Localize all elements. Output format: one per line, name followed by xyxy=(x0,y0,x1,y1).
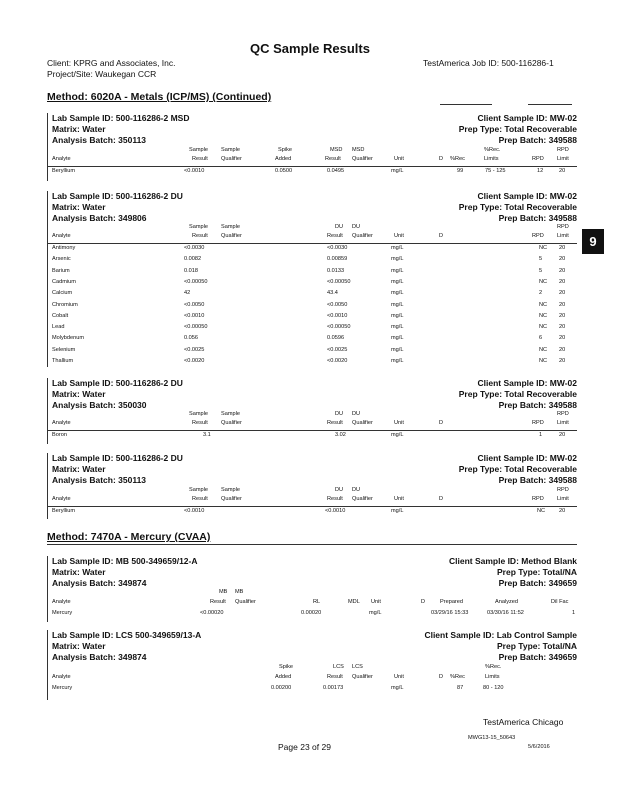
table-cell: Sample xyxy=(221,411,240,417)
table-cell: Sample xyxy=(189,411,208,417)
table-cell: Result xyxy=(192,156,208,162)
table-cell: <0.0010 xyxy=(184,508,205,514)
table-cell: RPD xyxy=(557,147,569,153)
table-cell: mg/L xyxy=(391,245,404,251)
client-sample-id: Client Sample ID: MW-02 xyxy=(477,453,577,463)
table-cell: 20 xyxy=(559,267,566,274)
table-row xyxy=(47,302,577,313)
table-cell: Result xyxy=(327,496,343,502)
table-cell: 0.00200 xyxy=(271,685,292,691)
table-cell: 20 xyxy=(559,432,566,438)
table-cell: Limits xyxy=(485,674,500,680)
table-cell: MSD xyxy=(330,147,343,153)
table-cell: 42 xyxy=(184,290,191,297)
table-cell: 80 - 120 xyxy=(483,685,504,691)
table-cell: Thallium xyxy=(52,358,74,364)
qc-section-msd xyxy=(47,113,577,181)
table-cell: Dil Fac xyxy=(551,599,569,605)
lab-sample-id: Lab Sample ID: 500-116286-2 DU xyxy=(52,453,183,463)
table-cell: 20 xyxy=(559,290,566,297)
table-cell: Result xyxy=(327,674,343,680)
table-cell: 0.0500 xyxy=(275,168,293,174)
table-cell: Analyte xyxy=(52,420,71,426)
table-cell: DU xyxy=(335,487,344,493)
table-cell: Cobalt xyxy=(52,312,69,319)
prep-type: Prep Type: Total Recoverable xyxy=(458,124,577,134)
method-heading-metals: Method: 6020A - Metals (ICP/MS) (Continued) xyxy=(47,91,272,103)
client-sample-id: Client Sample ID: Lab Control Sample xyxy=(424,630,577,640)
table-cell: <0.0020 xyxy=(327,358,348,364)
table-cell: LCS xyxy=(333,664,344,670)
table-cell: <0.0010 xyxy=(184,312,205,319)
table-cell: 20 xyxy=(559,301,566,308)
table-cell: Sample xyxy=(221,224,240,230)
table-cell: DU xyxy=(352,224,361,230)
prep-type: Prep Type: Total Recoverable xyxy=(458,464,577,474)
table-cell: D xyxy=(421,599,426,605)
table-cell: Selenium xyxy=(52,346,76,353)
table-row xyxy=(47,279,577,290)
table-cell: Qualifier xyxy=(235,599,256,605)
table-cell: mg/L xyxy=(391,324,404,331)
table-cell: mg/L xyxy=(391,267,404,274)
table-cell: RL xyxy=(313,599,321,605)
table-cell: Sample xyxy=(221,147,240,153)
matrix: Matrix: Water xyxy=(52,124,106,134)
table-cell: <0.00050 xyxy=(327,324,351,331)
column-header-row xyxy=(47,496,577,507)
table-cell: Qualifier xyxy=(352,156,373,162)
table-cell: %Rec. xyxy=(484,147,501,153)
table-row xyxy=(47,256,577,267)
table-cell: Limit xyxy=(557,156,569,162)
table-cell: D xyxy=(439,420,444,426)
analysis-batch: Analysis Batch: 349874 xyxy=(52,652,147,662)
table-cell: Result xyxy=(192,496,208,502)
column-header-row xyxy=(47,420,577,431)
table-cell: Barium xyxy=(52,267,70,274)
table-cell: <0.0025 xyxy=(184,346,205,353)
lab-sample-id: Lab Sample ID: LCS 500-349659/13-A xyxy=(52,630,202,640)
table-cell: 0.00173 xyxy=(323,685,344,691)
table-row xyxy=(47,358,577,369)
table-cell: Beryllium xyxy=(52,168,76,174)
table-cell: Qualifier xyxy=(352,674,373,680)
table-cell: %Rec xyxy=(450,156,465,162)
table-cell: NC xyxy=(539,301,548,308)
table-cell: %Rec. xyxy=(485,664,502,670)
table-cell: 03/30/16 11:52 xyxy=(487,610,524,616)
section-tab[interactable]: 9 xyxy=(582,229,604,254)
table-cell: Mercury xyxy=(52,685,73,691)
analysis-batch: Analysis Batch: 350113 xyxy=(52,475,147,485)
table-cell: 20 xyxy=(559,335,566,342)
prep-batch: Prep Batch: 349588 xyxy=(498,135,577,145)
table-cell: Limit xyxy=(557,233,569,239)
project-site: Project/Site: Waukegan CCR xyxy=(47,69,157,79)
table-cell: Sample xyxy=(189,147,208,153)
table-cell: RPD xyxy=(557,487,569,493)
table-cell: <0.00050 xyxy=(184,324,208,331)
table-cell: mg/L xyxy=(391,346,404,353)
table-cell: Unit xyxy=(371,599,381,605)
table-cell: 0.0596 xyxy=(327,335,345,342)
table-cell: Cadmium xyxy=(52,278,76,285)
table-cell: mg/L xyxy=(391,301,404,308)
table-cell: NC xyxy=(539,346,548,353)
table-cell: %Rec xyxy=(450,674,465,680)
table-cell: <0.0030 xyxy=(184,245,205,251)
prep-type: Prep Type: Total Recoverable xyxy=(458,389,577,399)
table-cell: MSD xyxy=(352,147,365,153)
table-cell: Result xyxy=(210,599,226,605)
client-sample-id: Client Sample ID: MW-02 xyxy=(477,378,577,388)
table-row xyxy=(47,335,577,346)
table-cell: RPD xyxy=(532,496,544,502)
table-cell: NC xyxy=(539,278,548,285)
table-cell: NC xyxy=(539,324,548,331)
table-cell: 0.00020 xyxy=(301,610,322,616)
table-cell: Sample xyxy=(221,487,240,493)
table-cell: 20 xyxy=(559,245,566,251)
table-cell: Beryllium xyxy=(52,508,76,514)
table-cell: mg/L xyxy=(391,508,404,514)
table-cell: <0.0010 xyxy=(325,508,346,514)
analysis-batch: Analysis Batch: 349874 xyxy=(52,578,147,588)
table-cell: Qualifier xyxy=(352,420,373,426)
table-cell: Result xyxy=(327,420,343,426)
table-cell: 0.00859 xyxy=(327,256,348,263)
table-cell: Limit xyxy=(557,420,569,426)
table-cell: 20 xyxy=(559,346,566,353)
table-cell: DU xyxy=(352,411,361,417)
divider xyxy=(528,104,572,105)
table-cell: mg/L xyxy=(391,335,404,342)
document-id: MWG13-15_50643 xyxy=(468,735,516,741)
table-row xyxy=(47,313,577,324)
table-cell: 99 xyxy=(457,168,464,174)
client-sample-id: Client Sample ID: MW-02 xyxy=(477,113,577,123)
table-cell: mg/L xyxy=(391,168,404,174)
table-cell: NC xyxy=(539,312,548,319)
table-cell: 0.018 xyxy=(184,267,198,274)
table-cell: Result xyxy=(192,233,208,239)
table-cell: 20 xyxy=(559,358,566,364)
table-cell: 5 xyxy=(539,267,543,274)
table-row xyxy=(47,685,577,696)
qc-section-du-beryllium xyxy=(47,453,577,521)
table-cell: RPD xyxy=(557,411,569,417)
table-row xyxy=(47,268,577,279)
table-cell: 1 xyxy=(572,610,576,616)
table-cell: 0.0495 xyxy=(327,168,345,174)
table-cell: 5 xyxy=(539,256,543,263)
table-row xyxy=(47,508,577,519)
prep-type: Prep Type: Total/NA xyxy=(497,641,577,651)
table-cell: DU xyxy=(335,224,344,230)
table-cell: MB xyxy=(219,589,228,595)
prep-batch: Prep Batch: 349659 xyxy=(498,578,577,588)
table-cell: D xyxy=(439,156,444,162)
table-cell: <0.0010 xyxy=(184,168,205,174)
table-cell: Boron xyxy=(52,432,67,438)
table-cell: 43.4 xyxy=(327,290,338,297)
table-row xyxy=(47,168,577,179)
table-cell: Added xyxy=(275,674,292,680)
table-cell: RPD xyxy=(557,224,569,230)
table-cell: Analyte xyxy=(52,156,71,162)
table-cell: Unit xyxy=(394,420,404,426)
table-cell: 3.02 xyxy=(335,432,346,438)
table-cell: Spike xyxy=(279,664,293,670)
qc-section-du xyxy=(47,191,577,371)
table-cell: <0.0020 xyxy=(184,358,205,364)
table-cell: Analyte xyxy=(52,496,71,502)
prep-batch: Prep Batch: 349588 xyxy=(498,475,577,485)
table-cell: Result xyxy=(325,156,341,162)
matrix: Matrix: Water xyxy=(52,567,106,577)
table-cell: D xyxy=(439,674,444,680)
prep-batch: Prep Batch: 349588 xyxy=(498,213,577,223)
table-cell: Unit xyxy=(394,496,404,502)
matrix: Matrix: Water xyxy=(52,389,106,399)
table-row xyxy=(47,347,577,358)
column-header-row xyxy=(47,156,577,167)
table-cell: Qualifier xyxy=(221,420,242,426)
lab-sample-id: Lab Sample ID: 500-116286-2 MSD xyxy=(52,113,190,123)
table-cell: Spike xyxy=(278,147,292,153)
table-cell: 20 xyxy=(559,168,566,174)
table-cell: 75 - 125 xyxy=(485,168,506,174)
table-cell: 0.0082 xyxy=(184,256,202,263)
table-cell: Chromium xyxy=(52,301,78,308)
table-cell: mg/L xyxy=(391,358,404,364)
table-cell: 12 xyxy=(537,168,544,174)
page-title: QC Sample Results xyxy=(250,41,370,56)
table-cell: <0.0030 xyxy=(327,245,348,251)
table-cell: 20 xyxy=(559,324,566,331)
prep-batch: Prep Batch: 349659 xyxy=(498,652,577,662)
table-cell: Qualifier xyxy=(221,156,242,162)
analysis-batch: Analysis Batch: 350030 xyxy=(52,400,147,410)
table-cell: Added xyxy=(275,156,292,162)
table-cell: Limit xyxy=(557,496,569,502)
table-cell: 3.1 xyxy=(203,432,211,438)
table-cell: Analyzed xyxy=(495,599,519,605)
table-cell: NC xyxy=(539,245,548,251)
table-cell: 20 xyxy=(559,508,566,514)
table-cell: Limits xyxy=(484,156,499,162)
table-cell: Sample xyxy=(189,487,208,493)
table-cell: NC xyxy=(539,358,548,364)
client-name: Client: KPRG and Associates, Inc. xyxy=(47,58,176,68)
qc-section-method-blank xyxy=(47,556,577,624)
table-cell: Unit xyxy=(394,156,404,162)
table-cell: RPD xyxy=(532,156,544,162)
table-cell: Lead xyxy=(52,324,65,331)
prep-type: Prep Type: Total/NA xyxy=(497,567,577,577)
table-cell: Unit xyxy=(394,674,404,680)
table-cell: <0.0050 xyxy=(327,301,348,308)
method-heading-mercury: Method: 7470A - Mercury (CVAA) xyxy=(47,531,211,543)
table-cell: Arsenic xyxy=(52,256,71,263)
table-cell: Result xyxy=(192,420,208,426)
analysis-batch: Analysis Batch: 350113 xyxy=(52,135,147,145)
qc-section-du-boron xyxy=(47,378,577,446)
table-cell: <0.00020 xyxy=(200,610,224,616)
table-cell: DU xyxy=(352,487,361,493)
column-header-row xyxy=(47,233,577,244)
table-cell: mg/L xyxy=(391,685,404,691)
prep-batch: Prep Batch: 349588 xyxy=(498,400,577,410)
matrix: Matrix: Water xyxy=(52,641,106,651)
table-cell: Result xyxy=(327,233,343,239)
table-cell: mg/L xyxy=(391,312,404,319)
table-cell: 20 xyxy=(559,312,566,319)
table-cell: 0.056 xyxy=(184,335,198,342)
table-row xyxy=(47,610,577,621)
lab-sample-id: Lab Sample ID: 500-116286-2 DU xyxy=(52,191,183,201)
table-cell: <0.0025 xyxy=(327,346,348,353)
table-cell: Qualifier xyxy=(221,496,242,502)
job-id: TestAmerica Job ID: 500-116286-1 xyxy=(423,58,554,68)
table-cell: D xyxy=(439,233,444,239)
table-cell: Qualifier xyxy=(352,233,373,239)
table-cell: 03/29/16 15:33 xyxy=(431,610,469,616)
table-row xyxy=(47,245,577,256)
table-cell: Molybdenum xyxy=(52,335,85,342)
footer-company: TestAmerica Chicago xyxy=(483,717,564,727)
analysis-batch: Analysis Batch: 349806 xyxy=(52,213,147,223)
table-cell: 0.0133 xyxy=(327,267,345,274)
table-row xyxy=(47,324,577,335)
table-cell: Antimony xyxy=(52,245,76,251)
table-cell: mg/L xyxy=(369,610,382,616)
table-cell: 1 xyxy=(539,432,543,438)
report-date: 5/6/2016 xyxy=(528,744,550,750)
table-cell: 87 xyxy=(457,685,464,691)
table-cell: Analyte xyxy=(52,599,71,605)
matrix: Matrix: Water xyxy=(52,464,106,474)
table-cell: <0.0010 xyxy=(327,312,348,319)
qc-section-lcs xyxy=(47,630,577,702)
matrix: Matrix: Water xyxy=(52,202,106,212)
table-cell: 2 xyxy=(539,290,543,297)
table-cell: <0.00050 xyxy=(184,278,208,285)
table-cell: Prepared xyxy=(440,599,464,605)
table-cell: RPD xyxy=(532,233,544,239)
table-cell: Analyte xyxy=(52,233,71,239)
table-cell: MDL xyxy=(348,599,360,605)
table-cell: MB xyxy=(235,589,244,595)
page-number: Page 23 of 29 xyxy=(278,742,331,752)
table-cell: Qualifier xyxy=(221,233,242,239)
table-cell: LCS xyxy=(352,664,363,670)
lab-sample-id: Lab Sample ID: MB 500-349659/12-A xyxy=(52,556,198,566)
table-cell: RPD xyxy=(532,420,544,426)
table-cell: Qualifier xyxy=(352,496,373,502)
table-row xyxy=(47,290,577,301)
client-sample-id: Client Sample ID: Method Blank xyxy=(449,556,577,566)
table-cell: 20 xyxy=(559,278,566,285)
table-cell: Analyte xyxy=(52,674,71,680)
lab-sample-id: Lab Sample ID: 500-116286-2 DU xyxy=(52,378,183,388)
table-cell: Mercury xyxy=(52,610,73,616)
table-cell: mg/L xyxy=(391,256,404,263)
table-cell: mg/L xyxy=(391,290,404,297)
table-cell: 6 xyxy=(539,335,543,342)
table-cell: mg/L xyxy=(391,278,404,285)
table-cell: D xyxy=(439,496,444,502)
table-cell: 20 xyxy=(559,256,566,263)
table-cell: DU xyxy=(335,411,344,417)
table-cell: Sample xyxy=(189,224,208,230)
column-header-row xyxy=(47,674,577,685)
column-header-row xyxy=(47,599,577,610)
table-cell: Unit xyxy=(394,233,404,239)
prep-type: Prep Type: Total Recoverable xyxy=(458,202,577,212)
divider xyxy=(47,544,577,545)
client-sample-id: Client Sample ID: MW-02 xyxy=(477,191,577,201)
table-cell: <0.0050 xyxy=(184,301,205,308)
divider xyxy=(440,104,492,105)
table-row xyxy=(47,432,577,443)
table-cell: mg/L xyxy=(391,432,404,438)
table-cell: <0.00050 xyxy=(327,278,351,285)
table-cell: NC xyxy=(537,508,546,514)
table-cell: Calcium xyxy=(52,290,73,297)
